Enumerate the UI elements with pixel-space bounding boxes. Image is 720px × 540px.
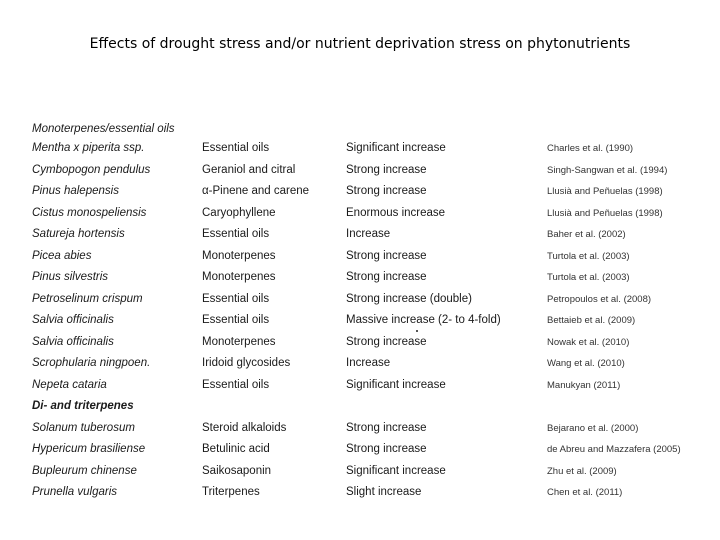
section-heading-row bbox=[32, 119, 692, 138]
species-cell: Solanum tuberosum bbox=[32, 421, 135, 434]
effect-cell: Strong increase bbox=[346, 249, 427, 262]
reference-cell: Turtola et al. (2003) bbox=[547, 272, 630, 283]
species-cell: Bupleurum chinense bbox=[32, 464, 137, 477]
effect-cell: Strong increase bbox=[346, 443, 427, 455]
section-heading-row bbox=[32, 396, 692, 418]
species-cell: Picea abies bbox=[32, 249, 92, 262]
reference-cell: Bettaieb et al. (2009) bbox=[547, 315, 636, 326]
reference-cell: Nowak et al. (2010) bbox=[547, 336, 630, 348]
table-row bbox=[32, 375, 692, 397]
compound-cell: Caryophyllene bbox=[202, 206, 276, 219]
compound-cell: Geraniol and citral bbox=[202, 163, 296, 176]
reference-cell: Singh-Sangwan et al. (1994) bbox=[547, 164, 668, 176]
section-heading: Monoterpenes/essential oils bbox=[32, 123, 175, 135]
effect-cell: Slight increase bbox=[346, 486, 422, 498]
species-cell: Pinus silvestris bbox=[32, 271, 109, 283]
species-cell: Mentha x piperita ssp. bbox=[32, 142, 145, 154]
effect-cell: Increase bbox=[346, 357, 391, 369]
species-cell: Cistus monospeliensis bbox=[32, 206, 147, 219]
reference-cell: Turtola et al. (2003) bbox=[547, 250, 630, 262]
species-cell: Satureja hortensis bbox=[32, 228, 125, 240]
compound-cell: Monoterpenes bbox=[202, 271, 276, 283]
compound-cell: Essential oils bbox=[202, 142, 270, 154]
reference-cell: Llusià and Peñuelas (1998) bbox=[547, 186, 663, 197]
table-row bbox=[32, 267, 692, 289]
reference-cell: de Abreu and Mazzafera (2005) bbox=[547, 444, 681, 455]
compound-cell: Saikosaponin bbox=[202, 464, 272, 477]
compound-cell: Essential oils bbox=[202, 378, 270, 391]
compound-cell: Monoterpenes bbox=[202, 335, 276, 348]
effect-cell: Enormous increase bbox=[346, 206, 446, 219]
compound-cell: Essential oils bbox=[202, 292, 270, 305]
reference-cell: Charles et al. (1990) bbox=[547, 143, 634, 154]
effect-cell: Strong increase bbox=[346, 335, 427, 348]
reference-cell: Zhu et al. (2009) bbox=[547, 465, 617, 477]
compound-cell: Iridoid glycosides bbox=[202, 357, 291, 369]
compound-cell: Essential oils bbox=[202, 228, 270, 240]
section-heading: Di- and triterpenes bbox=[32, 400, 134, 412]
species-cell: Petroselinum crispum bbox=[32, 292, 143, 305]
compound-cell: Betulinic acid bbox=[202, 443, 270, 455]
page-title: Effects of drought stress and/or nutrient deprivation stress on phytonutrients bbox=[89, 36, 631, 52]
effect-cell: Massive increase (2- to 4-fold) bbox=[346, 314, 501, 326]
reference-cell: Baher et al. (2002) bbox=[547, 229, 626, 240]
reference-cell: Bejarano et al. (2000) bbox=[547, 422, 639, 434]
species-cell: Scrophularia ningpoen. bbox=[32, 357, 151, 369]
table-row bbox=[32, 310, 692, 332]
table-row bbox=[32, 482, 692, 504]
effect-cell: Significant increase bbox=[346, 378, 446, 391]
table-row bbox=[32, 418, 692, 440]
compound-cell: Steroid alkaloids bbox=[202, 421, 287, 434]
table-row bbox=[32, 181, 692, 203]
effect-cell: Significant increase bbox=[346, 142, 446, 154]
table-row bbox=[32, 203, 692, 225]
table-row bbox=[32, 246, 692, 268]
effect-cell: Increase bbox=[346, 228, 391, 240]
effect-cell: Significant increase bbox=[346, 464, 446, 477]
table-row bbox=[32, 332, 692, 354]
compound-cell: α-Pinene and carene bbox=[202, 185, 310, 197]
compound-cell: Essential oils bbox=[202, 314, 270, 326]
table-row bbox=[32, 289, 692, 311]
species-cell: Salvia officinalis bbox=[32, 314, 114, 326]
compound-cell: Monoterpenes bbox=[202, 249, 276, 262]
stray-dot bbox=[416, 330, 418, 332]
effect-cell: Strong increase bbox=[346, 271, 427, 283]
effect-cell: Strong increase bbox=[346, 163, 427, 176]
effect-cell: Strong increase bbox=[346, 421, 427, 434]
reference-cell: Wang et al. (2010) bbox=[547, 358, 625, 369]
species-cell: Hypericum brasiliense bbox=[32, 443, 146, 455]
table-row bbox=[32, 160, 692, 182]
compound-cell: Triterpenes bbox=[202, 486, 260, 498]
table-row bbox=[32, 353, 692, 375]
table-row bbox=[32, 439, 692, 461]
effect-cell: Strong increase (double) bbox=[346, 292, 472, 305]
species-cell: Cymbopogon pendulus bbox=[32, 163, 151, 176]
phytonutrient-table bbox=[32, 119, 692, 504]
species-cell: Salvia officinalis bbox=[32, 335, 114, 348]
reference-cell: Petropoulos et al. (2008) bbox=[547, 293, 652, 305]
species-cell: Prunella vulgaris bbox=[32, 486, 118, 498]
table-row bbox=[32, 461, 692, 483]
table-row bbox=[32, 224, 692, 246]
reference-cell: Manukyan (2011) bbox=[547, 379, 621, 391]
reference-cell: Chen et al. (2011) bbox=[547, 487, 623, 498]
species-cell: Nepeta cataria bbox=[32, 378, 107, 391]
species-cell: Pinus halepensis bbox=[32, 185, 119, 197]
table-row bbox=[32, 138, 692, 160]
effect-cell: Strong increase bbox=[346, 185, 427, 197]
reference-cell: Llusià and Peñuelas (1998) bbox=[547, 207, 663, 219]
